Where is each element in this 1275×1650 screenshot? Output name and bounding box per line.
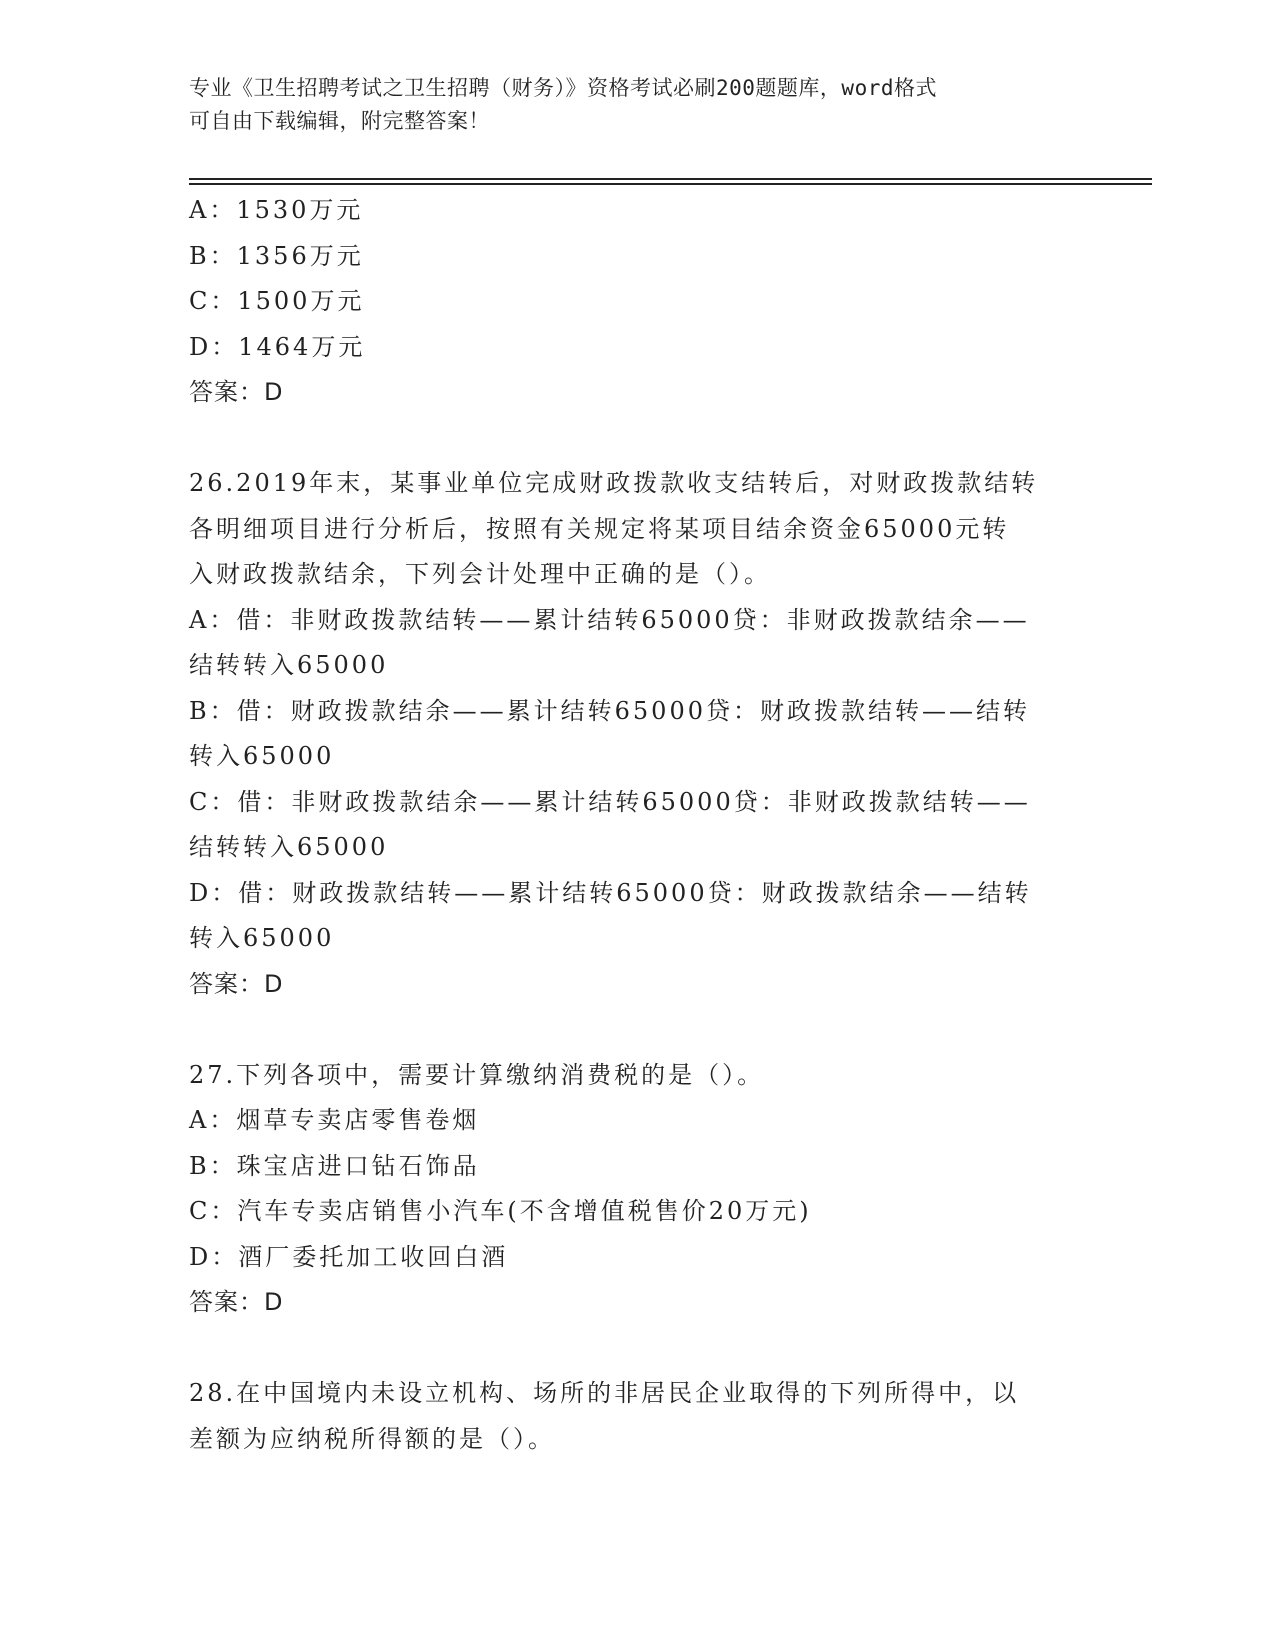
document-header xyxy=(189,72,1089,138)
option-d: D：1464万元 xyxy=(189,332,366,361)
option-d: D：酒厂委托加工收回白酒 xyxy=(189,1242,509,1271)
question-26 xyxy=(189,461,1089,1007)
header-line-2: 可自由下载编辑，附完整答案！ xyxy=(189,109,490,133)
question-28 xyxy=(189,1371,1089,1462)
option-c: C：借：非财政拨款结余——累计结转65000贷：非财政拨款结转—— xyxy=(189,787,1031,816)
question-stem: 26.2019年末，某事业单位完成财政拨款收支结转后，对财政拨款结转 xyxy=(189,469,1039,497)
question-stem: 各明细项目进行分析后，按照有关规定将某项目结余资金65000元转 xyxy=(189,514,1010,543)
option-a-continued: 结转转入65000 xyxy=(189,651,389,679)
header-rule-bottom xyxy=(189,183,1152,185)
answer: 答案：D xyxy=(189,969,284,998)
question-27 xyxy=(189,1053,1089,1326)
option-c: C：1500万元 xyxy=(189,287,365,315)
option-b: B：1356万元 xyxy=(189,241,364,270)
option-d: D：借：财政拨款结转——累计结转65000贷：财政拨款结余——结转 xyxy=(189,878,1032,907)
header-rule-top xyxy=(189,178,1152,180)
header-line-1: 专业《卫生招聘考试之卫生招聘（财务）》资格考试必刷200题题库，word格式 xyxy=(189,76,937,100)
option-c: C：汽车专卖店销售小汽车(不含增值税售价20万元) xyxy=(189,1197,812,1225)
spacer xyxy=(189,1007,1089,1053)
question-content xyxy=(189,188,1089,1462)
answer: 答案：D xyxy=(189,1288,284,1316)
option-b: B：珠宝店进口钻石饰品 xyxy=(189,1151,480,1180)
option-b: B：借：财政拨款结余——累计结转65000贷：财政拨款结转——结转 xyxy=(189,696,1030,725)
spacer xyxy=(189,1326,1089,1372)
option-b-continued: 转入65000 xyxy=(189,742,335,770)
option-a: A：烟草专卖店零售卷烟 xyxy=(189,1106,480,1134)
answer: 答案：D xyxy=(189,378,284,406)
question-25 xyxy=(189,188,1089,416)
option-a: A：借：非财政拨款结转——累计结转65000贷：非财政拨款结余—— xyxy=(189,605,1030,634)
question-stem: 27.下列各项中，需要计算缴纳消费税的是（）。 xyxy=(189,1060,765,1089)
option-c-continued: 结转转入65000 xyxy=(189,833,389,861)
question-stem: 28.在中国境内未设立机构、场所的非居民企业取得的下列所得中，以 xyxy=(189,1379,1020,1407)
question-stem: 差额为应纳税所得额的是（）。 xyxy=(189,1424,555,1453)
question-stem: 入财政拨款结余，下列会计处理中正确的是（）。 xyxy=(189,560,771,588)
option-a: A：1530万元 xyxy=(189,196,364,224)
spacer xyxy=(189,416,1089,462)
option-d-continued: 转入65000 xyxy=(189,924,335,952)
